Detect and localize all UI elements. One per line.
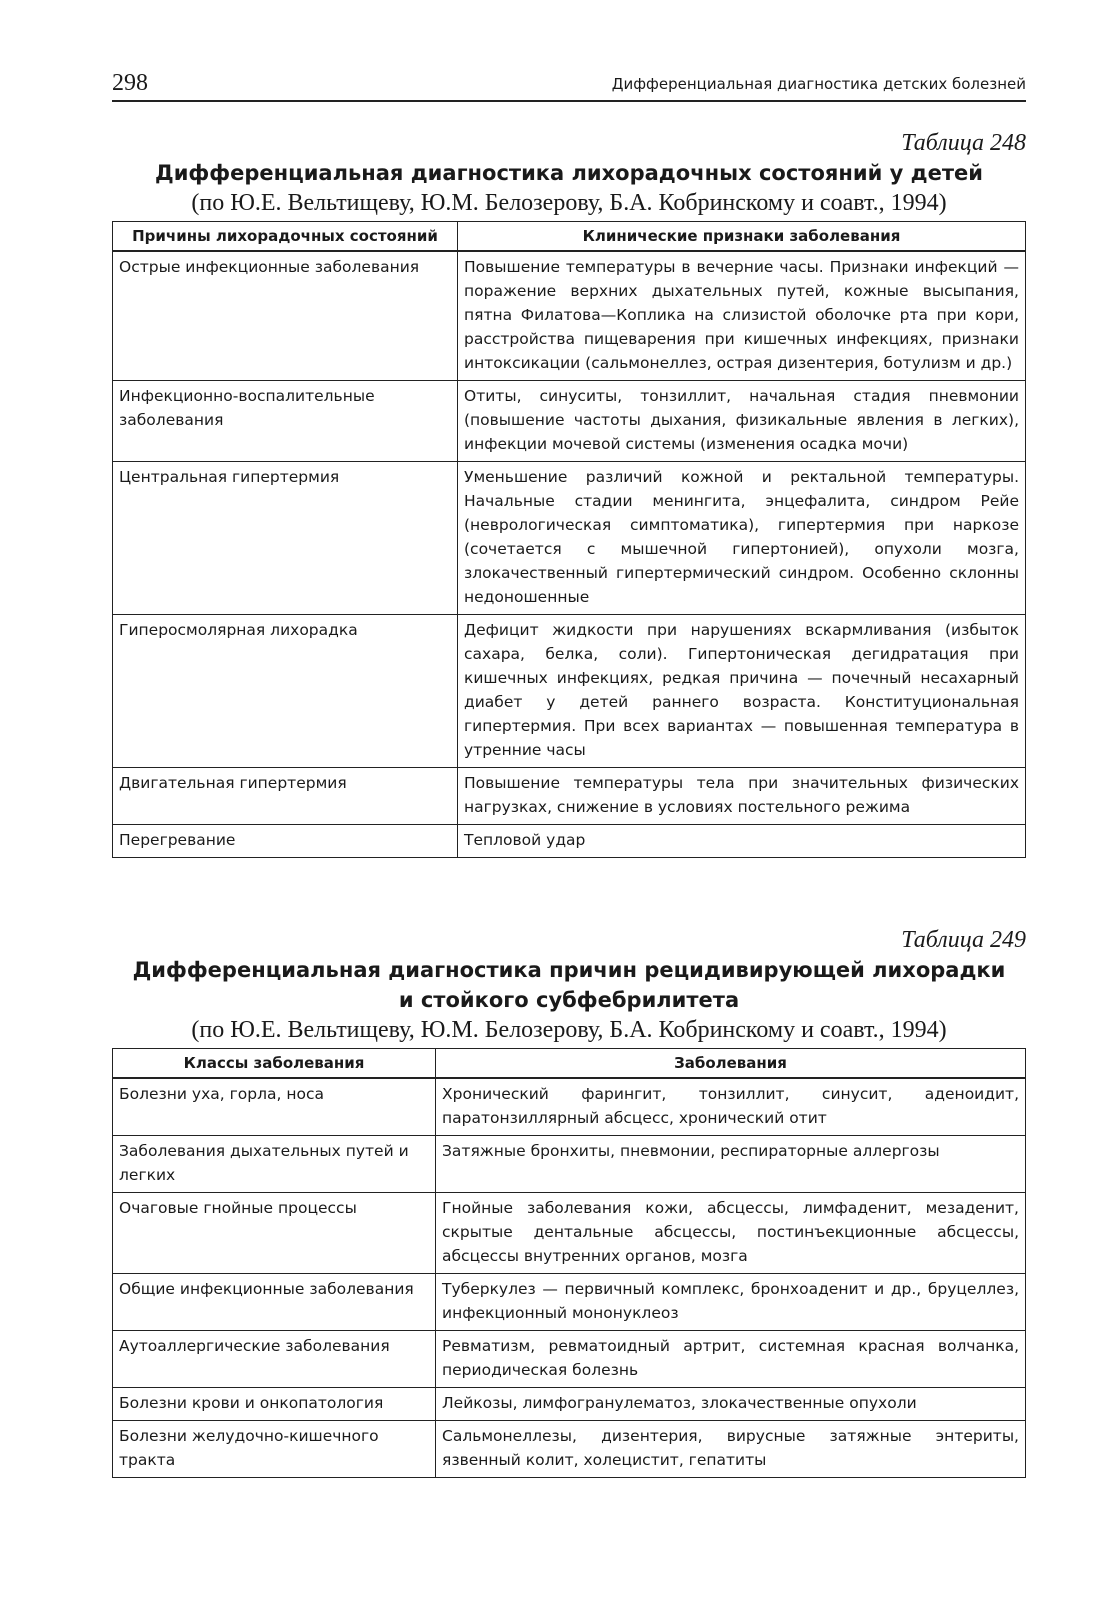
table-row (113, 1331, 1026, 1388)
table-title: Дифференциальная диагностика лихорадочных состояний у детей (155, 161, 983, 185)
signs-cell: Уменьшение различий кожной и ректальной температуры. Начальные стадии менингита, энцефалита, синдром Рейе (неврологическая симптоматика), гипертермия при наркозе (сочетается с мышечной гипертонией), опухоли мозга, злокачественный гипертермический синдром. Особенно склонны недоношенные (458, 462, 1026, 615)
table-header-row (113, 222, 1026, 252)
diseases-cell: Гнойные заболевания кожи, абсцессы, лимфаденит, мезаденит, скрытые дентальные абсцессы, постинъекционные абсцессы, абсцессы внутренних органов, мозга (436, 1193, 1026, 1274)
signs-cell: Дефицит жидкости при нарушениях вскармливания (избыток сахара, белка, соли). Гипертоническая дегидратация при кишечных инфекциях, редкая причина — почечный несахарный диабет у детей раннего возраста. Конституциональная гипертермия. При всех вариантах — повышенная температура в утренние часы (458, 615, 1026, 768)
table-source: (по Ю.Е. Вельтищеву, Ю.М. Белозерову, Б.А. Кобринскому и соавт., 1994) (191, 1017, 947, 1043)
table-row (113, 1078, 1026, 1136)
table-title-line: и стойкого субфебрилитета (398, 988, 740, 1012)
running-title: Дифференциальная диагностика детских болезней (611, 75, 1026, 93)
cause-cell: Двигательная гипертермия (113, 768, 458, 825)
diseases-cell: Ревматизм, ревматоидный артрит, системная красная волчанка, периодическая болезнь (436, 1331, 1026, 1388)
column-header: Классы заболевания (113, 1049, 436, 1079)
table-row (113, 615, 1026, 768)
cause-cell: Острые инфекционные заболевания (113, 251, 458, 381)
fever-causes-table (112, 221, 1026, 858)
table-row (113, 251, 1026, 381)
diseases-cell: Затяжные бронхиты, пневмонии, респираторные аллергозы (436, 1136, 1026, 1193)
diseases-cell: Лейкозы, лимфогранулематоз, злокачественные опухоли (436, 1388, 1026, 1421)
table-row (113, 381, 1026, 462)
diseases-cell: Хронический фарингит, тонзиллит, синусит, аденоидит, паратонзиллярный абсцесс, хронический отит (436, 1078, 1026, 1136)
column-header: Заболевания (436, 1049, 1026, 1079)
table-header-row (113, 1049, 1026, 1079)
class-cell: Аутоаллергические заболевания (113, 1331, 436, 1388)
recurrent-fever-table (112, 1048, 1026, 1478)
column-header: Клинические признаки заболевания (458, 222, 1026, 252)
signs-cell: Тепловой удар (458, 825, 1026, 858)
table-source: (по Ю.Е. Вельтищеву, Ю.М. Белозерову, Б.А. Кобринскому и соавт., 1994) (191, 190, 947, 216)
running-head (112, 70, 1026, 102)
cause-cell: Инфекционно-воспалительные заболевания (113, 381, 458, 462)
table-row (113, 1388, 1026, 1421)
cause-cell: Перегревание (113, 825, 458, 858)
table-row (113, 825, 1026, 858)
table-248-block (112, 128, 1026, 858)
class-cell: Болезни крови и онкопатология (113, 1388, 436, 1421)
class-cell: Очаговые гнойные процессы (113, 1193, 436, 1274)
table-row (113, 768, 1026, 825)
table-row (113, 1421, 1026, 1478)
class-cell: Болезни желудочно-кишечного тракта (113, 1421, 436, 1478)
class-cell: Общие инфекционные заболевания (113, 1274, 436, 1331)
table-249-block (112, 925, 1026, 1478)
cause-cell: Гиперосмолярная лихорадка (113, 615, 458, 768)
diseases-cell: Сальмонеллезы, дизентерия, вирусные затяжные энтериты, язвенный колит, холецистит, гепатиты (436, 1421, 1026, 1478)
table-row (113, 1274, 1026, 1331)
signs-cell: Отиты, синуситы, тонзиллит, начальная стадия пневмонии (повышение частоты дыхания, физикальные явления в легких), инфекции мочевой системы (изменения осадка мочи) (458, 381, 1026, 462)
class-cell: Болезни уха, горла, носа (113, 1078, 436, 1136)
table-row (113, 1193, 1026, 1274)
cause-cell: Центральная гипертермия (113, 462, 458, 615)
table-caption: Таблица 248 (901, 130, 1026, 156)
table-row (113, 1136, 1026, 1193)
diseases-cell: Туберкулез — первичный комплекс, бронхоаденит и др., бруцеллез, инфекционный мононуклеоз (436, 1274, 1026, 1331)
table-row (113, 462, 1026, 615)
signs-cell: Повышение температуры в вечерние часы. Признаки инфекций — поражение верхних дыхательных путей, кожные высыпания, пятна Филатова—Коплика на слизистой оболочке рта при кори, расстройства пищеварения при кишечных инфекциях, признаки интоксикации (сальмонеллез, острая дизентерия, ботулизм и др.) (458, 251, 1026, 381)
table-caption: Таблица 249 (901, 927, 1026, 953)
table-title-line: Дифференциальная диагностика причин рецидивирующей лихорадки (132, 958, 1006, 982)
class-cell: Заболевания дыхательных путей и легких (113, 1136, 436, 1193)
page-number: 298 (112, 70, 148, 96)
signs-cell: Повышение температуры тела при значительных физических нагрузках, снижение в условиях постельного режима (458, 768, 1026, 825)
column-header: Причины лихорадочных состояний (113, 222, 458, 252)
